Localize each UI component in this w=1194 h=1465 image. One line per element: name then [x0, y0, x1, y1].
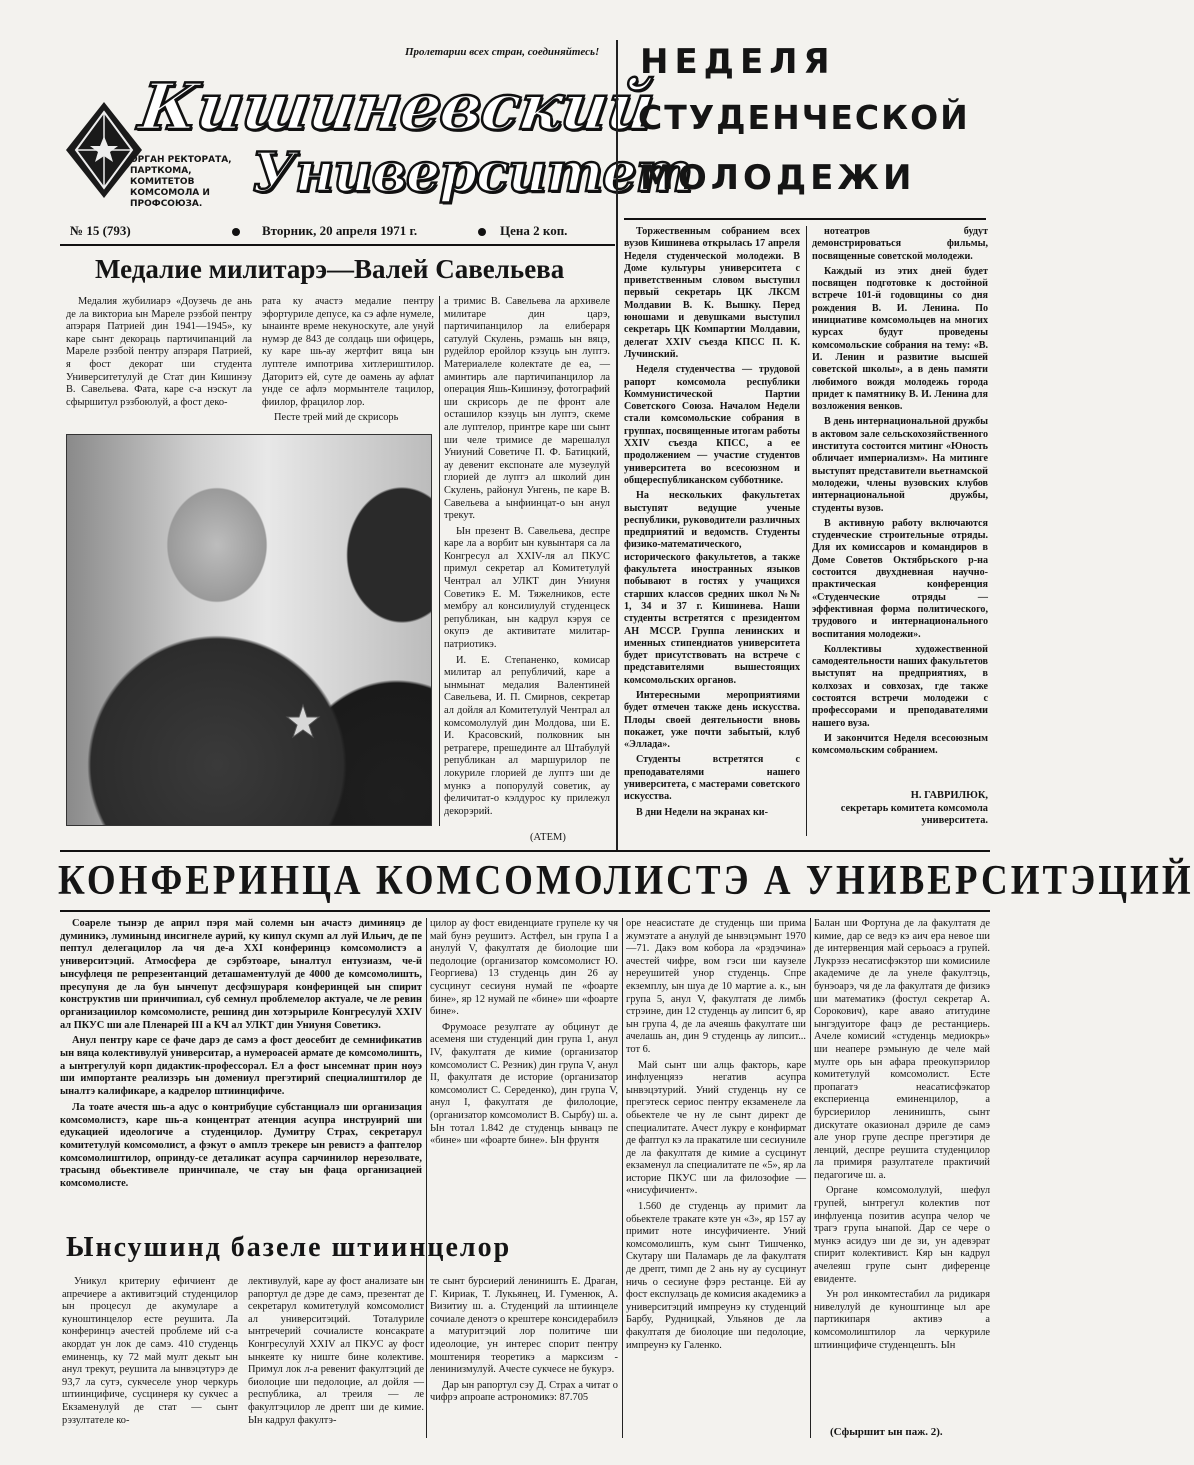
divider — [60, 850, 990, 852]
continuation-note: (Сфыршит ын паж. 2). — [830, 1426, 943, 1438]
science-column-3 — [430, 1276, 618, 1446]
paragraph: Каждый из этих дней будет посвящен подготовке к достойной встрече 101-й годовщины со дня рождения В. И. Ленина. По инициативе комсомольцев на многих курсах будут проведены комсомольские собрания на тему: «В. И. Ленин и развитие высшей советской школы», а в день памяти любимого вождя молодежь города придет к памятнику В. И. Ленина для возложения венков. — [812, 265, 988, 413]
paragraph: Интересными мероприятиями будет отмечен также день искусства. Плоды своей деятельности вновь покажет, уже почти забытый, клуб «Эллада». — [624, 689, 800, 751]
paragraph: нотеатров будут демонстрироваться фильмы, посвященные советской молодежи. — [812, 226, 988, 262]
week-column-1 — [624, 226, 800, 836]
divider — [426, 918, 427, 1438]
medal-column-2 — [262, 296, 434, 428]
issue-price: Цена 2 коп. — [500, 223, 568, 238]
bullet-icon — [478, 228, 486, 236]
medal-icon — [285, 703, 321, 743]
week-heading-3: МОЛОДЕЖИ — [640, 158, 916, 198]
paragraph: цилор ау фост евиденциате групеле ку чя май бунэ реушитэ. Астфел, ын група I а анулуй V, факултатя де биолоцие ши педолоцие (организатор комсомолист Ю. Георгиева) 13 студенць дин 26 ау сусцинут сесиуня нумай пе «фоарте бине», яр 12 нумай пе «бине» ши «фоарте бине». — [430, 918, 618, 1018]
paragraph: В день интернациональной дружбы в актовом зале сельскохозяйственного института состоится митинг «Юность обличает империализм». На митинге выступят представители вьетнамской молодежи, члены вузовских клубов интернациональной дружбы, студенты вузов. — [812, 416, 988, 514]
paragraph: Дар ын рапортул сэу Д. Страх а читат о чифрэ апроапе астрономикэ: 87.705 — [430, 1379, 618, 1404]
medal-title: Медалие милитарэ—Валей Савельева — [95, 254, 565, 284]
paragraph: Неделя студенчества — трудовой рапорт комсомола республики Коммунистической Партии Советского Союза. Началом Недели стали комсомольские собрания в группах, посвященные итогам работы XXIV съезда КПСС, а ее продолжением — участие студентов университета во всесоюзном и общереспубликанском субботнике. — [624, 364, 800, 486]
divider — [806, 226, 807, 836]
conference-lead — [60, 918, 422, 1218]
conference-column-3 — [430, 918, 618, 1223]
issue-number: № 15 (793) — [70, 223, 131, 238]
paragraph: те сынт бурсиерий лениништь Е. Драган, Г. Кириак, Т. Лукьянец, И. Гуменюк, А. Визитиу ш. а. Студенций ла штиинцеле сочиале денотэ о крештере консидерабилэ а матуритэций лор политиче ши идеолоцие, ун интерес спорит пентру моштениря теоретикэ а марксизм - ленинизмулуй. Ачесте сукчесе не букурэ. — [430, 1276, 618, 1376]
conference-column-4 — [626, 918, 806, 1443]
divider — [60, 244, 615, 246]
paragraph: Май сынт ши алць факторь, каре инфлуенцязэ негатив асупра ынвэцэтурий. Уний студенць ну се прегэтеск сериос пентру екзаменеле ла обьектеле че ну ле сынт директ де специалитате. Ачест лукру е конфирмат де фаптул кэ ла пракатиле ши сесиуниле де ла факултатя де кимие а сусцинут екзаменул ла специалитате пе «5», яр ла историе ПКУС ши ла филозофие — «нисуфичиент». — [626, 1059, 806, 1197]
paragraph: а тримис В. Савельева ла архивеле милитаре дин царэ, партичипанцилор ла елибераря сатулуй Скулень, рэмашь ын вяцэ, рудейлор еройлор кэзуць ын луптэ. Материалеле колектате де еа, — аминтирь але партичипанцилор ла операция Яшь-Кишинэу, фотографий ши скрисорь де пе фронт але осташилор кэзуць ын луптэ, скеме але луптелор, принтре каре ши сынт ши челе тримисе де марешалул Униуний Советиче П. Ф. Батицкий, ау девенит експонате але музеулуй глорией де луптэ ал школий дин Скулень, районул Унгень, пе каре В. Савельева а ынфиинцат-о ын анул трекут. — [444, 296, 610, 522]
paragraph: Соареле тынэр де април пэря май солемн ын ачастэ диминяцэ де думиникэ, луминынд инсигнеле аурий, ку кипул скумп ал луй Ильич, де пе пептул делегацилор ла чя де-а XXI конферинцэ комсомолистэ а университэций. Атмосфера де сэрбэтоаре, ыналтул ентузиазм, че-й ынсуфлеця пе репрезентанций деташаментулуй де 4000 де комсомолишть, пресупуня де ла бун ынчепут десфэшураря конферинцей ын спирит конструктив ши принчипиал, суб семнул проблемелор актуале, че ле ревин организациилор комсомолисте, решинд дин хотэрыриле Конгресулуй XXIV ал ПКУС ши але Пленарей III а КЧ ал УЛКТ дин Униуня Советикэ. — [60, 918, 422, 1031]
paragraph: Торжественным собранием всех вузов Кишинева открылась 17 апреля Неделя студенческой молодежи. В Доме культуры университета с приветственным словом выступил первый секретарь ЦК ЛКСМ Молдавии В. К. Вышку. Перед юношами и девушками выступил секретарь ЦК Компартии Молдавии, делегат XXIV съезда КПСС П. К. Лучинский. — [624, 226, 800, 360]
organ-label: ОРГАН РЕКТОРАТА, ПАРТКОМА, КОМИТЕТОВ КОМСОМОЛА И ПРОФСОЮЗА. — [130, 155, 232, 209]
slogan: Пролетарии всех стран, соединяйтесь! — [405, 46, 600, 58]
signature — [812, 790, 988, 828]
paragraph: И закончится Неделя всесоюзным комсомольским собранием. — [812, 732, 988, 757]
medal-column-3 — [444, 296, 610, 816]
masthead-title-line2: Университет — [252, 140, 692, 204]
paragraph: Органе комсомолулуй, шефул групей, ынтрегул колектив пот инфлуенца позитив асупра челор че трагэ група ынапой. Дар се чере о мункэ асидуэ ши де зи, ун адевэрат спирит колективист. Кяр ын кадрул ачелеяш групе сынт диференце евиденте. — [814, 1185, 990, 1285]
paragraph: Балан ши Фортуна де ла факултатя де кимие, дар се ведэ кэ аич ера невое ши де интервенция май серьоасэ а групей. Лукрэзэ несатисфэкэтор ши комисииле академиче де ла унеле факултэць, бунэоарэ, чя де ла факултатя де физикэ ши математикэ (фостул секретар А. Сорокович), каре аваяо атитудине ынгэдуиторе фацэ де рестанциерь. Ачеле комисий «студенць медиокрь» ши неапере рэмыную де челе май мулте орь ын афара преокупэрилор комитетулуй комсомолист. Есте пропагатэ неасатисфэкатор експериенца еминенцилор, а бурсиерилор лениништь, сынт дискутате оказионал дэриле де самэ але унор групе деспре прегэтиря де ленций, деспре реушита студенцилор ла примиря разултателе практичий педагогиче ш. а. — [814, 918, 990, 1181]
divider — [622, 918, 623, 1438]
paragraph: Ын презент В. Савельева, деспре каре ла а ворбит ын кувынтаря са ла Конгресул ал XXIV-ля ал ПКУС примул секретар ал Комитетулуй Чентрал ал УЛКТ дин Униуня Советикэ Е. М. Тяжелников, есте мембру ал консилиулуй студенцеск републикан, ын кадрул кэруя се окупэ де активитате милитар-патриотикэ. — [444, 525, 610, 651]
paragraph: Коллективы художественной самодеятельности наших факультетов выступят на предприятиях, в колхозах и совхозах, где также состоятся встречи молодежи с профессорами и преподавателями нашего вуза. — [812, 643, 988, 729]
photo-credit: (АТЕМ) — [530, 832, 566, 843]
issue-date: Вторник, 20 апреля 1971 г. — [262, 223, 418, 238]
paragraph: Песте трей мий де скрисорь — [274, 412, 399, 424]
divider — [60, 910, 990, 912]
masthead — [60, 40, 692, 218]
divider — [624, 218, 986, 220]
paragraph: Студенты встретятся с преподавателями нашего университета, с мастерами советского искусства. — [624, 754, 800, 803]
paragraph: Анул пентру каре се фаче дарэ де самэ а фост деосебит де семнификатив ын вяца колективулуй университар, а нумероасей армате де комсомолишть, а ынтрегулуй корп дидактик-профессорал. Ел а фост ынсемнат прин ноуэ ши импортанте реализэрь ын домениул прегэтирий специалиштилор де ыналтэ калификаре, а кадрелор штиинцифиче. — [60, 1035, 422, 1098]
conference-column-5 — [814, 918, 990, 1420]
science-column-2: лективулуй, каре ау фост анализате ын рапортул де дэре де самэ, презентат де секретарул комитетулуй комсомолист ал университэций. Тоталуриле ынтречерий сочиалисте консакрате Конгресулуй XXIV ал ПКУС ау фост ынкеяте ку ниште бине колективе. Примул лок л-а ревенит факултэций де биолоцие ши педолоцие, ал дойля — республика, ал треиля — ле факултэцилор ле дрепт ши де кимие. Ын кадрул факултэ- — [248, 1276, 424, 1426]
conference-title: КОНФЕРИНЦА КОМСОМОЛИСТЭ А УНИВЕРСИТЭЦИЙ — [58, 857, 1194, 905]
science-column-1: Уникул критериу ефичиент де апречиере а активитэций студенцилор ын процесул де акумуларе а куноштинцелор есте реушита. Ла конферинцэ ачестей проблеме ий с-а акордат ун лок де самэ. 410 студенць еминенць, ку 72 май мулт декыт ын анул трекут, реушита ла ынвэцэтурэ де 93,7 ла сутэ, сукчеселе унор черкурь штиинцифиче, сусцинеря ку сукчес а Екзаменулуй де стат — сынт рэзултателе ко- — [62, 1276, 238, 1426]
medal-column-1: Медалия жубилиарэ «Доузечь де ань де ла викториа ын Мареле рэзбой пентру апэраря Патрией дин 1941—1945», ку каре сынт декораць партичипанций ла Мареле рэзбой пентру апэраря Патрией, я фост декорат ши студента Университетулуй де Стат дин Кишинэу В. Савельева. Фата, каре с-а нэскут ла сфыршитул рэзбоюлуй, а фост деко- — [66, 296, 252, 408]
paragraph: рата ку ачастэ медалие пентру эфортуриле депусе, ка сэ афле нумеле, ынаинте време некуноскуте, але унуй нумэр де 843 де солдаць ши офицерь, ку каре шь-ау жертфит вяца ын луптеле импотрива хитлериштилор. Даторитэ ей, суте де оамень ау афлат унде се афлэ мормынтеле тацилор, фиилор, фрацилор лор. — [262, 296, 434, 408]
paragraph: И. Е. Степаненко, комисар милитар ал републичий, каре а ынмынат медалия Валентиней Савельева, И. П. Смирнов, секретар ал дойля ал Комитетулуй Чентрал ал комсомолулуй дин Молдова, ши Е. И. Красовский, полковник ын ретрагере, прешединте ал Штабулуй републикан ал маршурилор пе локуриле глорией де луптэ ши де мункэ а попорулуй советик, ау феличитат-о кэлдурос ку прилежул декорэрий. — [444, 654, 610, 817]
signature-role: секретарь комитета комсомола университета. — [840, 802, 988, 827]
signature-name: Н. ГАВРИЛЮК, — [910, 790, 988, 801]
paragraph: Ла тоате ачестя шь-а адус о контрибуцие субстанциалэ ши организация комсомолистэ, каре шь-а концентрат атенция асупра инструирий ши едукацией идеологиче а студенцилор. Думитру Страх, секретарул комитетулуй комсомолист, а фэкут о амплэ трекере ын ревистэ а фаптелор комсомолиштилор, опринду-се деталикат асупра сарчинилор нерезолвате, трасынд обьективеле принчипале, че стау ын фаца организацией комсомолисте. — [60, 1101, 422, 1190]
week-column-2 — [812, 226, 988, 786]
week-heading-1: НЕДЕЛЯ — [640, 42, 836, 82]
divider — [810, 918, 811, 1438]
paragraph: 1.560 де студенць ау примит ла обьектеле тракате кэте ун «3», яр 157 ау примит ноте инсуфичиенте. Уний комсомолишть, кум сынт Тишченко, Скутару ши Паламарь де ла факултатя де дрепт, тимп де 2 ань ну ау сусцинут ничь о сесиуне фэрэ рестанце. Ей ау фост експулзаць де комисия академикэ а университэций импреунэ ку студенций Барбу, Рудницкай, Ульянов де ла факултатя де биолоцие ши педолоцие, импреунэ ку Галенко. — [626, 1201, 806, 1351]
week-heading-2: СТУДЕНЧЕСКОЙ — [638, 98, 970, 137]
paragraph: На нескольких факультетах выступят ведущие ученые республики, руководители различных предприятий и ведомств. Студенты физико-математического, исторического факультетов, а также факультета иностранных языков побывают в гостях у учащихся старших классов средних школ №№ 1, 34 и 37 г. Кишинева. Наши студенты встретятся с президентом АН МССР. Группа ленинских и именных стипендиатов университета будет присутствовать на встрече с представителями вышестоящих комсомольских органов. — [624, 490, 800, 686]
paragraph: В дни Недели на экранах ки- — [636, 806, 768, 818]
divider — [616, 40, 618, 850]
paragraph: В активную работу включаются студенческие строительные отряды. Для их комиссаров и командиров в Доме Советов Октябрьского р-на состоится двухдневная научно-практическая конференция «Студенческие отряды — эффективная форма политического, трудового и интернационального воспитания молодежи». — [812, 517, 988, 640]
medal-award-photo — [66, 434, 432, 826]
divider — [439, 296, 440, 826]
paragraph: Ун рол инкомтестабил ла ридикаря нивелулуй де куноштинце ыл аре партикипаря активэ а комсомолиштилор ла черкуриле штиинцифиче студенцешть. Ын — [814, 1289, 990, 1351]
science-title: Ынсушинд базеле штиинцелор — [66, 1232, 512, 1263]
masthead-title-line1: Кишиневский — [134, 70, 659, 145]
bullet-icon — [232, 228, 240, 236]
paragraph: Фрумоасе резултате ау обцинут де асеменя ши студенций дин група 1, анул IV, факултатя де кимие (организатор комсомолист С. Резник) дин група V, анул II, факултатя де историе (организатор комсомолист С. Середенко), дин група V, анул I, факултатя де филолоцие, (организатор комсомолист В. Сырбу) ш. а. Ын тотал 1.842 де студенць ынвацэ пе «бине» ши «фоарте бине». Ын фрунтя — [430, 1021, 618, 1147]
paragraph: оре неасистате де студенць ши прима жумэтате а анулуй де ынвэцэмынт 1970—71. Дакэ вом кобора ла «рэдэчина» ачестей чифре, вом гэси ши каузеле нереушитей унор студенць. Спре екземплу, ын шуа де 10 мартие а. к., ын група 5, анул V, факултатя де лимбь стрэине, дин 12 студенць ау липсит 6, яр ын група 4, де ла ачеяшь факултате ши ачелашь ан, дин 9 студенць ау липсит... тот 6. — [626, 918, 806, 1055]
